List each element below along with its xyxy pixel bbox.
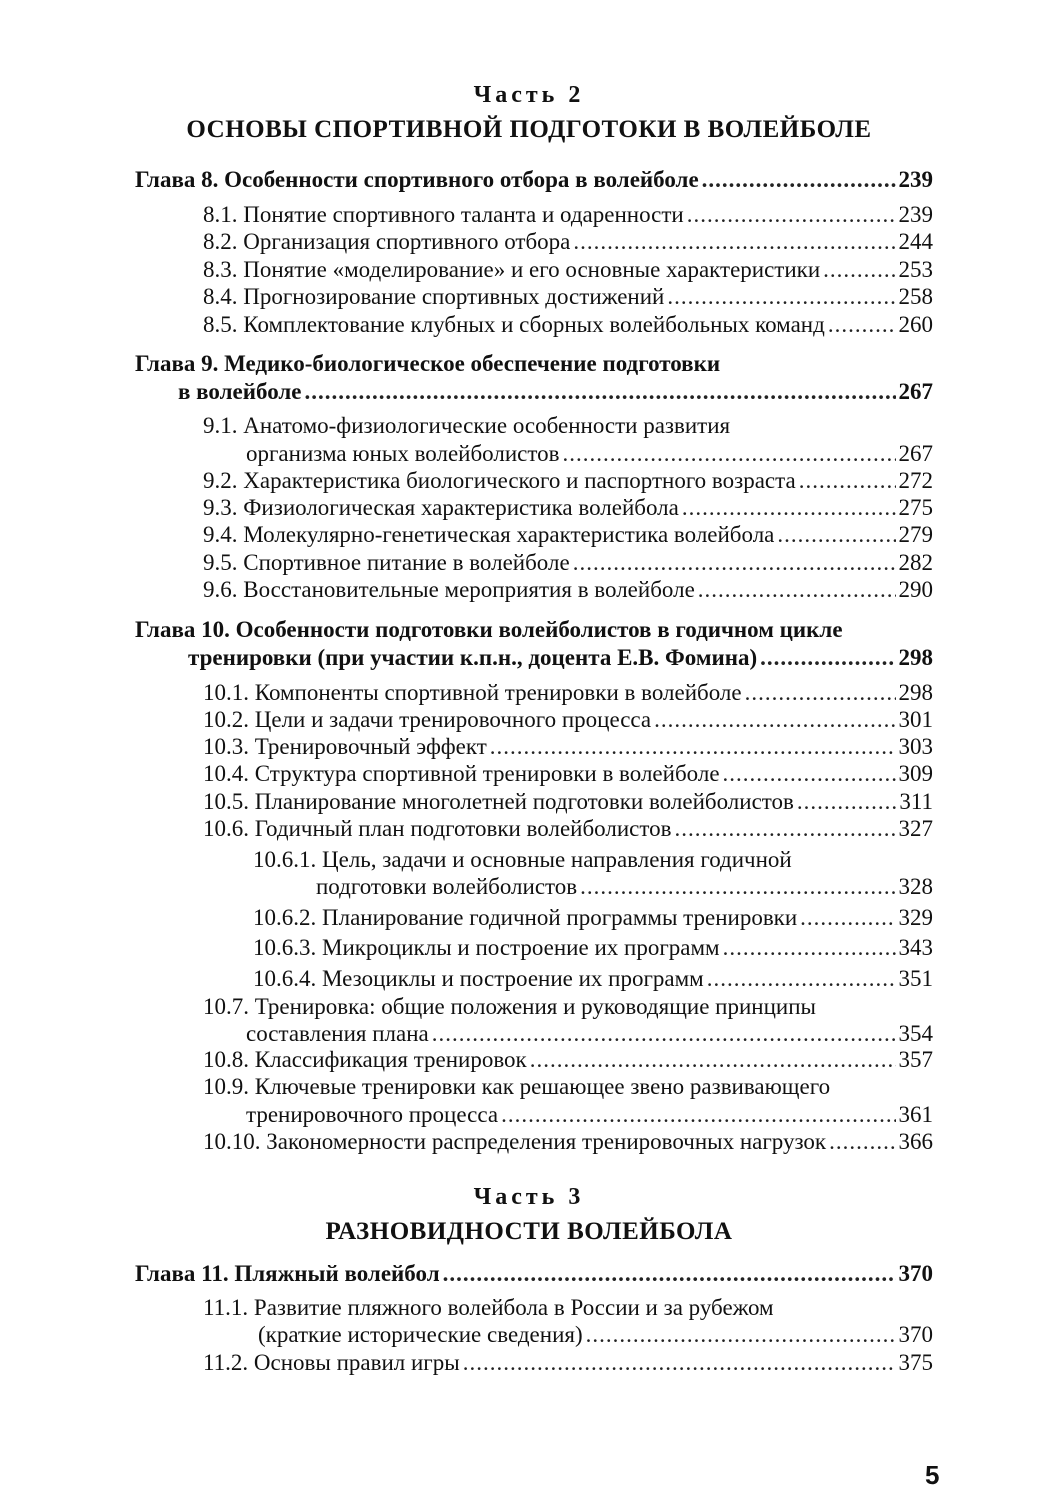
page-ref: 258 xyxy=(898,284,933,309)
toc-item-10-6-2[interactable] xyxy=(253,904,933,932)
toc-item-title: 9.6. Восстановительные мероприятия в волейболе xyxy=(203,577,695,602)
toc-item-9-3[interactable] xyxy=(203,494,933,522)
page-ref: 370 xyxy=(898,1322,933,1347)
page-ref: 311 xyxy=(899,789,933,814)
toc-item-title: 10.4. Структура спортивной тренировки в волейболе xyxy=(203,761,720,786)
chapter-title: Глава 8. Особенности спортивного отбора в волейболе xyxy=(135,167,699,192)
toc-item-title: организма юных волейболистов xyxy=(246,441,560,466)
toc-item-title: 11.2. Основы правил игры xyxy=(203,1350,460,1375)
toc-item-10-2[interactable] xyxy=(203,706,933,734)
toc-item-10-10[interactable] xyxy=(203,1128,933,1156)
toc-item-title: 10.8. Классификация тренировок xyxy=(203,1047,527,1072)
toc-item-title: 10.3. Тренировочный эффект xyxy=(203,734,487,759)
chapter-title: тренировки (при участии к.п.н., доцента Е.В. Фомина) xyxy=(188,645,758,670)
page-ref: 329 xyxy=(898,905,933,930)
toc-item-title: 8.1. Понятие спортивного таланта и одаренности xyxy=(203,202,684,227)
toc-item-8-2[interactable] xyxy=(203,228,933,256)
toc-item-title: 10.5. Планирование многолетней подготовки волейболистов xyxy=(203,789,794,814)
page-ref: 267 xyxy=(898,379,933,404)
toc-item-title: 8.2. Организация спортивного отбора xyxy=(203,229,571,254)
page-ref: 244 xyxy=(898,229,933,254)
page-ref: 290 xyxy=(898,577,933,602)
toc-item-10-5[interactable] xyxy=(203,788,933,816)
toc-item-title: (краткие исторические сведения) xyxy=(258,1322,583,1347)
page-ref: 370 xyxy=(898,1261,933,1286)
page-ref: 239 xyxy=(898,202,933,227)
toc-item-10-6-1[interactable] xyxy=(316,873,933,901)
toc-item-10-6-1-line1: 10.6.1. Цель, задачи и основные направления годичной xyxy=(253,847,792,872)
toc-item-title: 9.3. Физиологическая характеристика волейбола xyxy=(203,495,679,520)
toc-item-10-9[interactable] xyxy=(246,1101,933,1129)
toc-item-8-1[interactable] xyxy=(203,201,933,229)
toc-item-title: 9.5. Спортивное питание в волейболе xyxy=(203,550,570,575)
toc-item-title: подготовки волейболистов xyxy=(316,874,578,899)
toc-item-10-6-4[interactable] xyxy=(253,965,933,993)
toc-item-10-6[interactable] xyxy=(203,815,933,843)
page-ref: 275 xyxy=(898,495,933,520)
page-ref: 354 xyxy=(898,1021,933,1046)
page-ref: 298 xyxy=(898,680,933,705)
toc-item-title: тренировочного процесса xyxy=(246,1102,499,1127)
page-ref: 351 xyxy=(898,966,933,991)
toc-item-9-4[interactable] xyxy=(203,521,933,549)
page-ref: 357 xyxy=(898,1047,933,1072)
toc-item-9-1-line1: 9.1. Анатомо-физиологические особенности развития xyxy=(203,413,731,438)
toc-item-title: 10.6. Годичный план подготовки волейболистов xyxy=(203,816,672,841)
page-ref: 327 xyxy=(898,816,933,841)
toc-item-10-6-3[interactable] xyxy=(253,934,933,962)
page-ref: 260 xyxy=(898,312,933,337)
toc-item-10-4[interactable] xyxy=(203,760,933,788)
page-ref: 298 xyxy=(898,645,933,670)
toc-item-9-1[interactable] xyxy=(246,440,933,468)
toc-item-title: 10.10. Закономерности распределения тренировочных нагрузок xyxy=(203,1129,827,1154)
toc-item-title: составления плана xyxy=(246,1021,429,1046)
page-ref: 279 xyxy=(898,522,933,547)
toc-item-10-1[interactable] xyxy=(203,679,933,707)
toc-item-title: 8.4. Прогнозирование спортивных достижений xyxy=(203,284,665,309)
part-3-label: Часть 3 xyxy=(473,1184,585,1210)
page-ref: 267 xyxy=(898,441,933,466)
toc-item-title: 9.2. Характеристика биологического и паспортного возраста xyxy=(203,468,796,493)
toc-item-11-1-line1: 11.1. Развитие пляжного волейбола в России и за рубежом xyxy=(203,1295,774,1320)
page-ref: 303 xyxy=(898,734,933,759)
page-ref: 375 xyxy=(898,1350,933,1375)
toc-chapter-9[interactable] xyxy=(178,378,933,406)
page-ref: 239 xyxy=(898,167,933,192)
page-ref: 361 xyxy=(898,1102,933,1127)
part-2-title: ОСНОВЫ СПОРТИВНОЙ ПОДГОТОКИ В ВОЛЕЙБОЛЕ xyxy=(186,116,872,143)
part-3-title: РАЗНОВИДНОСТИ ВОЛЕЙБОЛА xyxy=(325,1218,733,1245)
toc-item-title: 10.2. Цели и задачи тренировочного процесса xyxy=(203,707,652,732)
toc-chapter-8[interactable] xyxy=(135,166,933,194)
toc-item-11-1[interactable] xyxy=(258,1321,933,1349)
page-ref: 309 xyxy=(898,761,933,786)
chapter-title: Глава 11. Пляжный волейбол xyxy=(135,1261,440,1286)
toc-item-title: 9.4. Молекулярно-генетическая характеристика волейбола xyxy=(203,522,775,547)
page-number: 5 xyxy=(925,1460,940,1490)
toc-item-8-5[interactable] xyxy=(203,311,933,339)
toc-chapter-10[interactable] xyxy=(188,644,933,672)
page-ref: 253 xyxy=(898,257,933,282)
page-ref: 343 xyxy=(898,935,933,960)
chapter-title: в волейболе xyxy=(178,379,302,404)
toc-item-title: 10.6.2. Планирование годичной программы тренировки xyxy=(253,905,798,930)
toc-item-11-2[interactable] xyxy=(203,1349,933,1377)
page-ref: 282 xyxy=(898,550,933,575)
toc-item-10-9-line1: 10.9. Ключевые тренировки как решающее звено развивающего xyxy=(203,1074,831,1099)
page-ref: 328 xyxy=(898,874,933,899)
toc-item-10-7-line1: 10.7. Тренировка: общие положения и руководящие принципы xyxy=(203,994,816,1019)
toc-chapter-10-line1: Глава 10. Особенности подготовки волейболистов в годичном цикле xyxy=(135,617,843,642)
toc-chapter-9-line1: Глава 9. Медико-биологическое обеспечение подготовки xyxy=(135,351,721,376)
toc-item-10-3[interactable] xyxy=(203,733,933,761)
toc-item-title: 10.6.4. Мезоциклы и построение их программ xyxy=(253,966,704,991)
toc-item-10-7[interactable] xyxy=(246,1020,933,1048)
toc-item-9-2[interactable] xyxy=(203,467,933,495)
toc-item-9-5[interactable] xyxy=(203,549,933,577)
toc-item-8-4[interactable] xyxy=(203,283,933,311)
part-2-label: Часть 2 xyxy=(473,82,585,108)
toc-item-title: 10.1. Компоненты спортивной тренировки в волейболе xyxy=(203,680,742,705)
toc-chapter-11[interactable] xyxy=(135,1260,933,1288)
page-ref: 366 xyxy=(898,1129,933,1154)
page-ref: 301 xyxy=(898,707,933,732)
toc-item-10-8[interactable] xyxy=(203,1046,933,1074)
toc-item-9-6[interactable] xyxy=(203,576,933,604)
toc-item-8-3[interactable] xyxy=(203,256,933,284)
toc-item-title: 10.6.3. Микроциклы и построение их программ xyxy=(253,935,720,960)
toc-item-title: 8.5. Комплектование клубных и сборных волейбольных команд xyxy=(203,312,825,337)
toc-item-title: 8.3. Понятие «моделирование» и его основные характеристики xyxy=(203,257,821,282)
page-ref: 272 xyxy=(898,468,933,493)
